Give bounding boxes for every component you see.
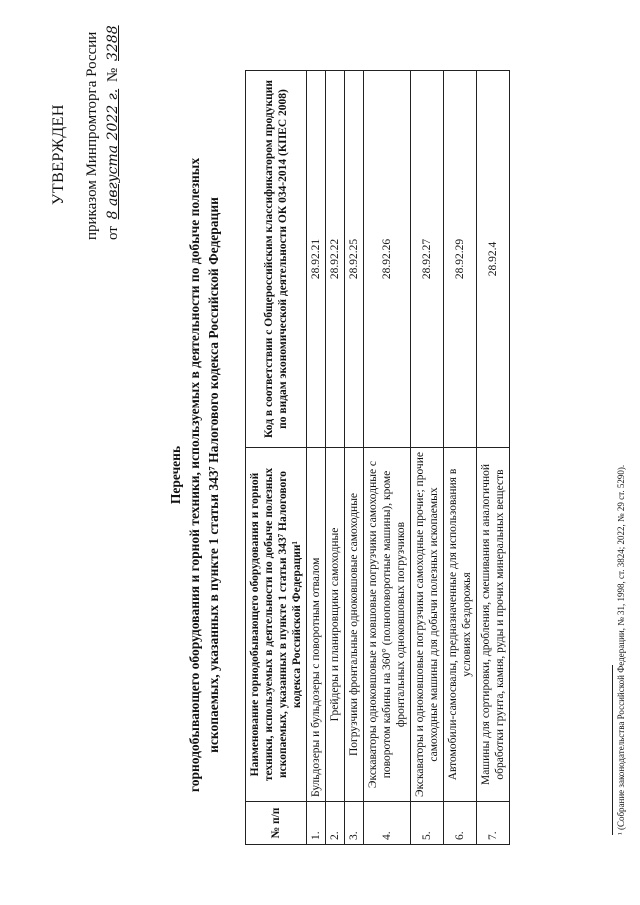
row-code: 28.92.4 (477, 71, 510, 448)
table-row (444, 71, 477, 845)
column-header-code: Код в соответствии с Общероссийским классификатором продукции по видам экономической деятельности ОК 034-2014 (КПЕС 2008) (246, 71, 307, 448)
title-heading: Перечень (168, 445, 183, 505)
row-code: 28.92.21 (307, 71, 326, 448)
row-name: Машины для сортировки, дробления, смешивания и аналогичной обработки грунта, камня, руды и прочих минеральных веществ (477, 448, 510, 802)
row-name: Автомобили-самосвалы, предназначенные для использования в условиях бездорожья (444, 448, 477, 802)
footnote: ¹ (Собрание законодательства Российской Федерации, № 31, 1998, ст. 3824; 2022, № 29 ст. 5290). (616, 464, 626, 835)
row-code: 28.92.25 (345, 71, 364, 448)
order-number: 3288 (105, 25, 121, 61)
document-title (166, 105, 223, 845)
row-code: 28.92.22 (326, 71, 345, 448)
row-name: Экскаваторы и одноковшовые погрузчики самоходные прочие; прочие самоходные машины для добычи полезных ископаемых (411, 448, 444, 802)
row-number: 7. (477, 802, 510, 845)
row-number: 6. (444, 802, 477, 845)
order-date: 8 августа 2022 г. (105, 88, 121, 220)
table-row (345, 71, 364, 845)
row-number: 5. (411, 802, 444, 845)
row-number: 1. (307, 802, 326, 845)
row-code: 28.92.29 (444, 71, 477, 448)
title-line: горнодобывающего оборудования и горной техники, используемых в деятельности по добыче полезных (187, 157, 202, 793)
column-header-number: № п/п (246, 802, 307, 845)
approved-stamp: УТВЕРЖДЕН (50, 104, 67, 205)
row-number: 4. (364, 802, 411, 845)
order-line: приказом Минпромторга России (84, 31, 100, 240)
order-reference (82, 22, 124, 240)
row-number: 2. (326, 802, 345, 845)
row-code: 28.92.26 (364, 71, 411, 448)
table-row (411, 71, 444, 845)
row-number: 3. (345, 802, 364, 845)
table-header-row (246, 71, 307, 845)
table-row (477, 71, 510, 845)
row-code: 28.92.27 (411, 71, 444, 448)
row-name: Грейдеры и планировщики самоходные (326, 448, 345, 802)
table-row (326, 71, 345, 845)
table-row (307, 71, 326, 845)
row-name: Погрузчики фронтальные одноковшовые самоходные (345, 448, 364, 802)
row-name: Бульдозеры и бульдозеры с поворотным отвалом (307, 448, 326, 802)
table-row (364, 71, 411, 845)
row-name: Экскаваторы одноковшовые и ковшовые погрузчики самоходные с поворотом кабины на 360° (полноповоротные машины), кроме фронтальных одноковшовых погрузчиков (364, 448, 411, 802)
footnote-divider (612, 665, 613, 835)
order-from: от (105, 226, 121, 240)
title-line: ископаемых, указанных в пункте 1 статьи 343⁷ Налогового кодекса Российской Федерации (206, 197, 221, 753)
order-number-label: № (105, 67, 121, 83)
order-date-line (103, 22, 124, 240)
column-header-name: Наименование горнодобывающего оборудования и горной техники, используемых в деятельности по добыче полезных ископаемых, указанных в пункте 1 статьи 343⁷ Налогового кодекса Российской Федерации¹ (246, 448, 307, 802)
equipment-table (245, 70, 510, 845)
